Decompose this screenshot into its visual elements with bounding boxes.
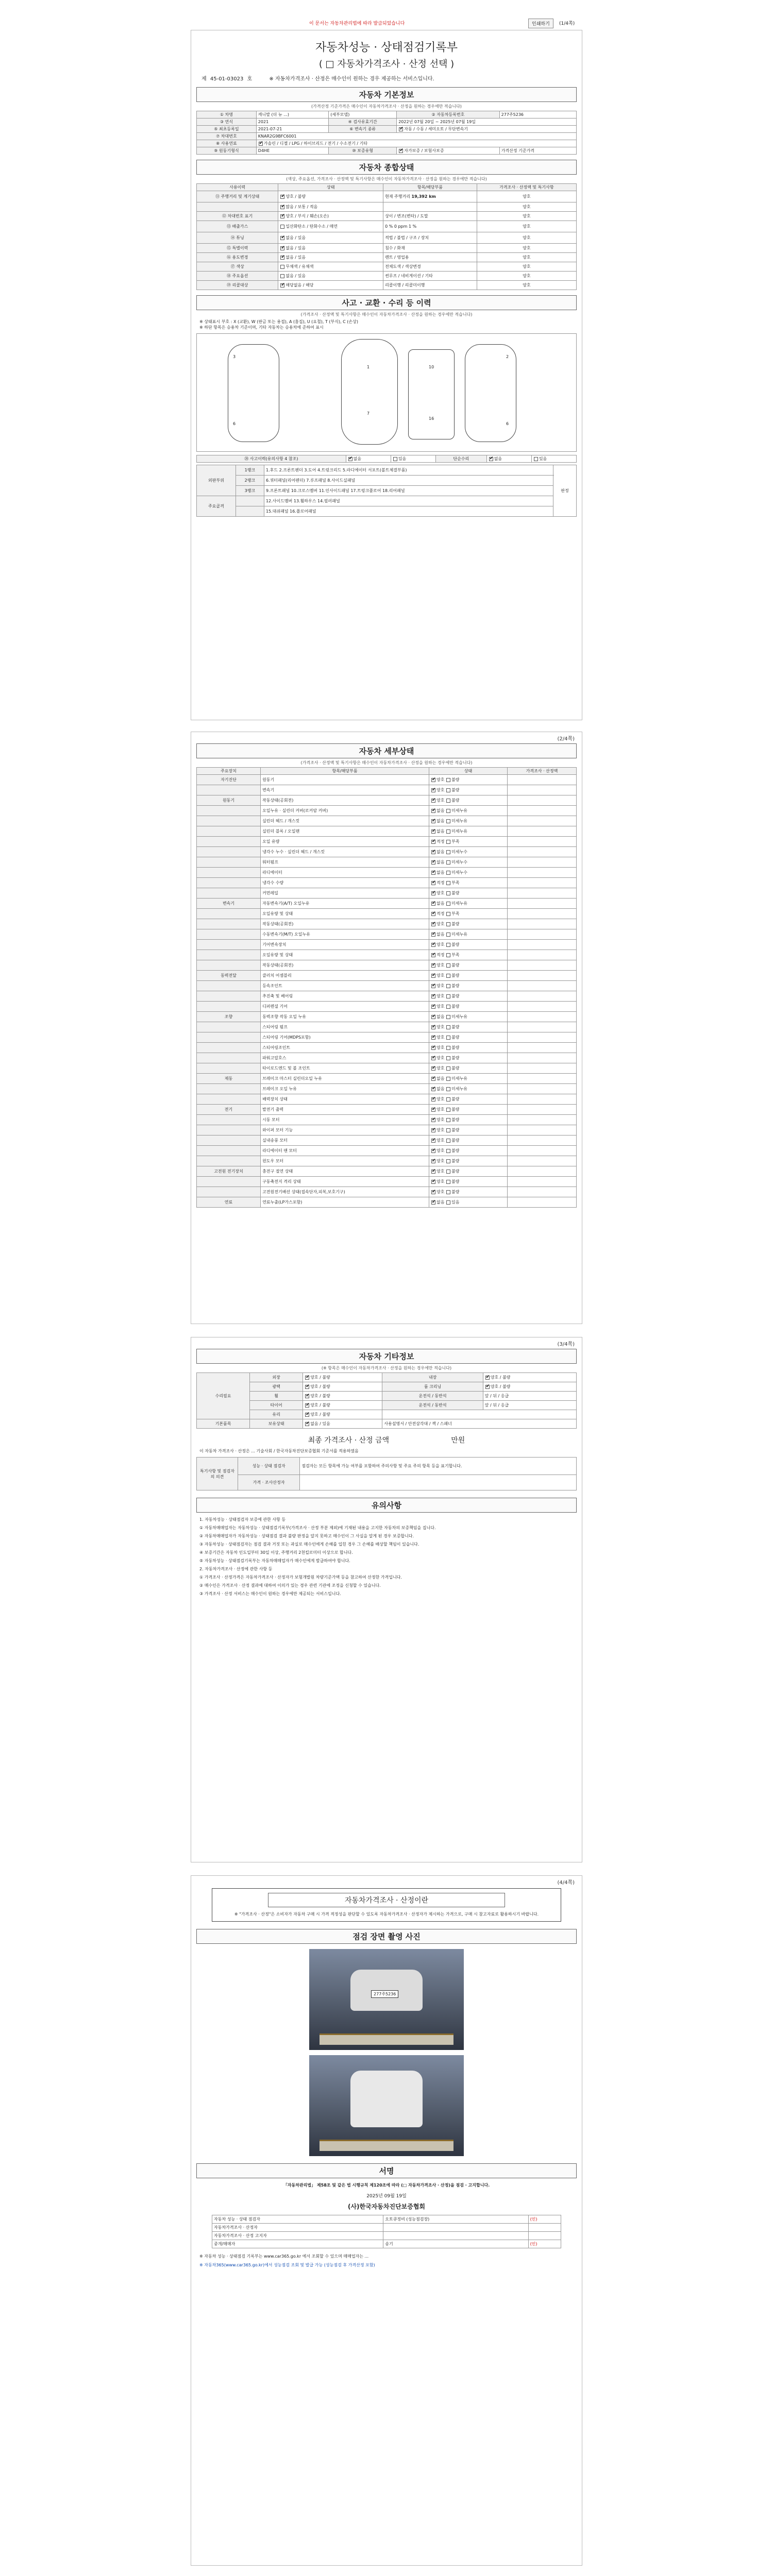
checkbox-icon [305,1376,309,1380]
inspection-photo-front [309,1949,464,2050]
checkbox-icon [305,1422,309,1426]
table-row: 특기사항 및 점검자의 의견 성능 · 상태 점검자 점검자는 모든 항목에 가능 여부를 포함하여 주의사항 및 주요 주의 항목 등을 표기합니다. [197,1458,577,1475]
table-row: 실린더 헤드 / 개스킷 ✔ 없음 미세누유 [197,816,577,826]
top-notice: 이 문서는 자동차관리법에 따라 발급되었습니다 [309,21,405,26]
table-row: 작동상태(공회전) ✔ 양호 불량 [197,960,577,971]
table-row: 2랭크 6.쿼터패널(리어펜더) 7.루프패널 8.사이드실패널 [197,476,577,486]
table-header: 사용이력 상태 항목/해당부품 가격조사 · 산정액 및 특기사항 [197,184,577,191]
checkbox-icon [446,881,450,885]
checkbox-icon [431,1025,435,1029]
checkbox-icon [431,829,435,834]
table-row: 워터펌프 ✔ 없음 미세누수 [197,857,577,868]
other-table [196,1372,577,1429]
basic-info-table [196,111,577,155]
page-2 [191,732,582,1324]
table-row: 실린더 블록 / 오일팬 ✔ 없음 미세누유 [197,826,577,837]
checkbox-icon [431,1149,435,1153]
checkbox-icon [305,1403,309,1408]
checkbox-icon [431,922,435,926]
table-row: ⑦ 차대번호 KNAR2G9BFC6001 [197,133,577,140]
basic-info-title: 자동차 기본정보 [196,87,577,102]
table-row: 윈도우 모터 ✔ 양호 불량 [197,1156,577,1166]
checkbox-icon [431,778,435,782]
car-shape [350,2071,423,2127]
checkbox-icon [446,850,450,854]
table-row: 추진축 및 베어링 ✔ 양호 불량 [197,991,577,1002]
photo-title: 점검 장면 촬영 사진 [196,1929,577,1944]
checkbox-icon [446,1139,450,1143]
checkbox-icon [399,149,403,153]
checkbox-icon [431,850,435,854]
doc-no-suffix: 호 [247,76,253,82]
accident-note-1: ※ 상태표시 부호 : X (교환), W (판금 또는 용접), A (흠집), U (요철), T (부식), C (손상) [199,319,359,324]
basic-info-sub: (가격산정 기준가격은 매수인이 자동차가격조사 · 산정을 원하는 경우에만 적습니다) [311,104,462,109]
checkbox-icon [431,933,435,937]
checkbox-icon [446,1108,450,1112]
checkbox-icon [446,1056,450,1060]
note-item: ③ 가격조사 · 산정 서비스는 매수인이 원하는 경우에만 제공되는 서비스입니다. [199,1591,341,1596]
sign-table [212,2215,561,2248]
checkbox-icon [446,840,450,844]
footer-link[interactable]: ※ 자동차365(www.car365.go.kr)에서 성능점검 조회 및 발급 가능 (성능점검 후 가격산정 포함) [199,2263,375,2267]
table-row: ⑫ 차대번호 표기 ✔ 양호 / 부식 / 훼손(오손) 상이 / 변조(변타) / 도말 양호 [197,212,577,221]
page-number: (4/4쪽) [557,1880,575,1886]
checkbox-icon [446,1118,450,1122]
price-info-title: 자동차가격조사 · 산정이란 [268,1893,505,1907]
checkbox-icon [446,1087,450,1091]
checkbox-icon [446,1170,450,1174]
checkbox-icon [446,1200,450,1205]
table-row: 변속기 자동변속기(A/T) 오일누유 ✔ 없음 미세누유 [197,899,577,909]
page-4 [191,1875,582,2566]
sign-title: 서명 [196,2163,577,2178]
checkbox-icon [280,265,284,269]
checkbox-icon [446,1159,450,1163]
table-row: 타이로드엔드 및 볼 조인트 ✔ 양호 불량 [197,1063,577,1074]
table-row: 변속기 ✔ 양호 불량 [197,785,577,795]
checkbox-icon [431,1108,435,1112]
checkbox-icon [446,788,450,792]
checkbox-icon [446,1005,450,1009]
checkbox-icon [446,1180,450,1184]
checkbox-icon [431,799,435,803]
table-row: 브레이크 오일 누유 ✔ 없음 미세누유 [197,1084,577,1094]
checkbox-icon [280,214,284,218]
note-item: 1. 자동차성능 · 상태점검자 보증에 관한 사항 등 [199,1517,286,1522]
note-item: ② 자동차매매업자가 자동차성능 · 상태점검 결과 불량 판정을 알지 못하고 매수인이 그 사실을 알게 된 경우 보증합니다. [199,1534,414,1538]
note-item: ② 매수인은 가격조사 · 산정 결과에 대하여 이의가 있는 경우 관련 기관에 조정을 신청할 수 있습니다. [199,1583,381,1588]
checkbox-icon [446,891,450,895]
table-row: 동력전달 클러치 어셈블리 ✔ 양호 불량 [197,971,577,981]
table-header: 주요장치 항목/해당부품 상태 가격조사 · 산정액 [197,768,577,775]
table-row: 라디에이터 ✔ 없음 미세누수 [197,868,577,878]
checkbox-icon [305,1394,309,1398]
notes-title: 유의사항 [196,1498,577,1513]
price-info-box [212,1888,561,1922]
table-row: 오일 유량 ✔ 적정 부족 [197,837,577,847]
table-row: 3랭크 9.프론트패널 10.크로스멤버 11.인사이드패널 17.트렁크플로어 18.리어패널 [197,486,577,496]
table-row: 휠 ✔ 양호 / 불량 운전석 / 동반석 앞 / 뒤 / 응급 [197,1392,577,1401]
checkbox-icon [431,1005,435,1009]
table-row: 자동차가격조사 · 산정자 [212,2224,561,2232]
checkbox-icon [280,225,284,229]
notes-list [191,1517,582,1597]
checkbox-icon [446,902,450,906]
checkbox-icon [446,963,450,968]
checkbox-icon [280,256,284,260]
checkbox-icon [446,778,450,782]
checkbox-icon [446,933,450,937]
checkbox-icon [446,1046,450,1050]
table-row: 스티어링 펌프 ✔ 양호 불량 [197,1022,577,1032]
checkbox-icon [280,283,284,287]
table-row: 자동차 성능 · 상태 점검자 오토큐정비 (성능점검장) (인) [212,2215,561,2224]
checkbox-icon [446,1097,450,1101]
note-item: ① 가격조사 · 산정가격은 자동차가격조사 · 산정자가 보험개발원 차량기준가액 등을 참고하여 산정한 가격입니다. [199,1575,402,1580]
checkbox-icon [431,1077,435,1081]
checkbox-icon [259,142,263,146]
detail-table [196,767,577,1208]
table-row: ③ 연식 2021 ④ 검사유효기간 2022년 07월 20일 ~ 2025년 07월 19일 [197,118,577,126]
table-row: 자기진단 원동기 ✔ 양호 불량 [197,775,577,785]
checkbox-icon [446,1077,450,1081]
table-row: 라디에이터 팬 모터 ✔ 양호 불량 [197,1146,577,1156]
checkbox-icon [431,974,435,978]
doc-number-line [201,74,572,82]
sign-org: (사)한국자동차진단보증협회 [347,2203,426,2210]
doc-subtitle: ( □ 자동차가격조사 · 산정 선택 ) [318,59,455,70]
table-row: ⑭ 튜닝 ✔ 없음 / 있음 적법 / 불법 / 구조 / 장치 양호 [197,232,577,244]
checkbox-icon [446,994,450,998]
checkbox-icon [446,799,450,803]
detail-title: 자동차 세부상태 [196,743,577,758]
car-diagram: 3 6 1 7 10 16 2 6 [196,333,577,452]
checkbox-icon [431,1180,435,1184]
checkbox-icon [280,236,284,240]
checkbox-icon [280,205,284,209]
checkbox-icon [431,1118,435,1122]
checkbox-icon [348,457,352,461]
note-item: ⑤ 자동차성능 · 상태점검기록부는 자동차매매업자가 매수인에게 발급하여야 합니다. [199,1558,350,1563]
table-row: 제동 브레이크 마스터 실린더오일 누유 ✔ 없음 미세누유 [197,1074,577,1084]
final-price-title: 최종 가격조사 · 산정 금액 만원 [308,1436,465,1445]
table-row: 수리필요 외장 ✔ 양호 / 불량 내장 ✔ 양호 / 불량 [197,1373,577,1382]
table-row: 실내송풍 모터 ✔ 양호 불량 [197,1136,577,1146]
note-item: ③ 자동차성능 · 상태점검자는 점검 결과 거짓 또는 과실로 매수인에게 손해를 입힌 경우 그 손해를 배상할 책임이 있습니다. [199,1542,419,1547]
checkbox-icon [431,1087,435,1091]
other-title: 자동차 기타정보 [196,1349,577,1364]
table-row: 오일유량 및 상태 ✔ 적정 부족 [197,909,577,919]
table-row: 작동상태(공회전) ✔ 양호 불량 [197,919,577,929]
accident-legend-table [196,455,577,463]
table-row: 가격 · 조사산정자 [197,1475,577,1490]
table-row: 자동차가격조사 · 산정 고지자 [212,2232,561,2240]
table-row: 스티어링조인트 ✔ 양호 불량 [197,1043,577,1053]
sign-text: 「자동차관리법」 제58조 및 같은 법 시행규칙 제120조에 따라 (□ 자동차가격조사 · 산정)을 점검 · 고지합니다. [283,2183,490,2188]
checkbox-icon [446,860,450,865]
checkbox-icon [489,457,493,461]
checkbox-icon [431,912,435,916]
checkbox-icon [431,1046,435,1050]
note-item: ① 자동차매매업자는 자동차성능 · 상태점검기록부(가격조사 · 산정 부분 제외)에 기재된 내용을 고지한 자동차의 보증책임을 집니다. [199,1526,436,1530]
table-row: ⑪ 주행거리 및 계기상태 ✔ 양호 / 불량 현재 주행거리 19,392 km 양호 [197,191,577,202]
checkbox-icon [534,457,538,461]
table-row: 15.대쉬패널 16.플로어패널 [197,506,577,517]
page-number: (2/4쪽) [557,736,575,742]
detail-sub: (가격조사 · 산정액 및 특기사항은 매수인이 자동차가격조사 · 산정을 원하는 경우에만 적습니다) [300,760,473,765]
page-3 [191,1337,582,1862]
doc-note: ※ 자동차가격조사 · 산정은 매수인이 원하는 경우 제공하는 서비스입니다. [269,76,434,82]
table-row: 광택 ✔ 양호 / 불량 룸 크리닝 ✔ 양호 / 불량 [197,1382,577,1392]
checkbox-icon [446,1036,450,1040]
checkbox-icon [431,881,435,885]
table-row: 스티어링 기어(MDPS포함) ✔ 양호 불량 [197,1032,577,1043]
accident-title: 사고 · 교환 · 수리 등 이력 [196,295,577,310]
checkbox-icon [446,871,450,875]
table-row: 외판부위 1랭크 1.후드 2.프론트펜더 3.도어 4.트렁크리드 5.라디에이터 서포트(볼트체결부품) 판정 [197,465,577,476]
checkbox-icon [446,943,450,947]
checkbox-icon [431,1159,435,1163]
page-number: (3/4쪽) [557,1342,575,1347]
checkbox-icon [280,246,284,250]
checkbox-icon [431,860,435,865]
note-item: ④ 보증기간은 자동차 인도일부터 30일 이상, 주행거리 2천킬로미터 이상으로 합니다. [199,1550,353,1555]
checkbox-icon [431,994,435,998]
checkbox-icon [431,809,435,813]
table-row: 기어변속장치 ✔ 양호 불량 [197,940,577,950]
checkbox-icon [393,457,397,461]
doc-no-label: 제 [201,76,207,82]
checkbox-icon [431,1200,435,1205]
other-sub: (※ 항목은 매수인이 자동차가격조사 · 산정을 원하는 경우에만 적습니다) [321,1366,452,1370]
table-row: 냉각수 누수 · 실린더 헤드 / 개스킷 ✔ 없음 미세누수 [197,847,577,857]
page-1 [191,30,582,720]
checkbox-icon [280,274,284,278]
footer-note: ※ 자동차 성능 · 상태점검 기록부는 www.car365.go.kr 에서 조회할 수 있으며 매매업자는 ... [199,2254,369,2259]
table-row: 배력장치 상태 ✔ 양호 불량 [197,1094,577,1105]
table-row: 연료 연료누출(LP가스포함) ✔ 없음 있음 [197,1197,577,1208]
checkbox-icon [446,1015,450,1019]
checkbox-icon [431,902,435,906]
license-plate: 277주5236 [371,1990,398,1998]
checkbox-icon [431,943,435,947]
table-row: 와이퍼 모터 기능 ✔ 양호 불량 [197,1125,577,1136]
checkbox-icon [305,1413,309,1417]
table-row: 시동 모터 ✔ 양호 불량 [197,1115,577,1125]
checkbox-icon [399,127,403,131]
checkbox-icon [446,922,450,926]
checkbox-icon [431,1066,435,1071]
checkbox-icon [431,963,435,968]
checkbox-icon [431,1015,435,1019]
checkbox-icon [446,1149,450,1153]
checkbox-icon [446,953,450,957]
checkbox-icon [431,1056,435,1060]
table-row: ⑳ 사고이력(유의사항 4 참조) ✔ 없음 있음 단순수리 ✔ 없음 있음 [197,455,577,463]
table-row: ⑤ 최초등록일 2021-07-21 ⑥ 변속기 종류 ✔ 자동 / 수동 / 세미오토 / 무단변속기 [197,126,577,133]
print-button[interactable]: 인쇄하기 [528,19,553,28]
table-row: 디퍼렌셜 기어 ✔ 양호 불량 [197,1002,577,1012]
table-row: ⑰ 색상 무채색 / 유채색 전체도색 / 색상변경 양호 [197,262,577,272]
checkbox-icon [446,1066,450,1071]
checkbox-icon [431,1170,435,1174]
checkbox-icon [446,829,450,834]
general-sub: (색상, 주요옵션, 가격조사 · 산정액 및 특기사항은 매수인이 자동차가격조사 · 산정을 원하는 경우에만 적습니다) [286,177,487,181]
table-row: 유리 ✔ 양호 / 불량 [197,1410,577,1419]
checkbox-icon [485,1385,490,1389]
checkbox-icon [431,891,435,895]
table-row: 고전원전기배선 상태(접속단자,피복,보호기구) ✔ 양호 불량 [197,1187,577,1197]
checkbox-icon [431,819,435,823]
table-row: 구동축전지 격리 상태 ✔ 양호 불량 [197,1177,577,1187]
price-info-text: ※ "가격조사 · 산정"은 소비자가 자동차 구매 시 가격 적정성을 판단할 수 있도록 자동차가격조사 · 산정자가 제시하는 가격으로, 구매 시 참고자료로 활용하시기 바랍니다. [234,1912,539,1917]
rank-table [196,465,577,517]
note-item: 2. 자동차가격조사 · 산정에 관한 사항 등 [199,1567,273,1571]
table-row: 고전원 전기장치 충전구 절연 상태 ✔ 양호 불량 [197,1166,577,1177]
table-row: 기본품목 보유상태 ✔ 없음 / 있음 사용설명서 / 안전삼각대 / 잭 / 스패너 [197,1419,577,1429]
checkbox-icon [446,1025,450,1029]
final-table [196,1457,577,1490]
doc-no: 45-01-03023 [210,76,244,82]
table-row: 파워고압호스 ✔ 양호 불량 [197,1053,577,1063]
table-row: ① 차명 캐니발 (더 뉴 ...) (세부모델) ② 자동차등록번호 277주5236 [197,111,577,118]
table-row: 커먼레일 ✔ 양호 불량 [197,888,577,899]
table-row: ⑧ 사용연료 ✔ 가솔린 / 디젤 / LPG / 하이브리드 / 전기 / 수소전기 / 기타 [197,140,577,147]
checkbox-icon [431,1036,435,1040]
checkbox-icon [431,1139,435,1143]
checkbox-icon [431,788,435,792]
table-row: 원동기 작동상태(공회전) ✔ 양호 불량 [197,795,577,806]
inspection-photo-rear [309,2055,464,2156]
table-row: 타이어 ✔ 양호 / 불량 운전석 / 동반석 앞 / 뒤 / 응급 [197,1401,577,1410]
accident-sub: (가격조사 · 산정액 및 특기사항은 매수인이 자동차가격조사 · 산정을 원하는 경우에만 적습니다) [300,312,473,317]
checkbox-icon [446,1190,450,1194]
doc-title: 자동차성능 · 상태점검기록부 [315,41,458,54]
final-price-text: 이 자동차 가격조사 · 산정은 ... 기술사회 / 한국자동차진단보증협회 기준서를 적용하였음 [199,1449,359,1453]
lift-shape [320,2140,453,2151]
checkbox-icon [446,984,450,988]
checkbox-icon [446,809,450,813]
checkbox-icon [431,1097,435,1101]
general-title: 자동차 종합상태 [196,160,577,175]
table-row: 주요골격 12.사이드멤버 13.휠하우스 14.필러패널 [197,496,577,506]
checkbox-icon [485,1376,490,1380]
checkbox-icon [446,974,450,978]
car-top-view [341,339,398,445]
table-row: ⑯ 용도변경 ✔ 없음 / 있음 렌트 / 영업용 양호 [197,253,577,262]
table-row: 등속조인트 ✔ 양호 불량 [197,981,577,991]
page-number: (1/4쪽) [559,21,575,26]
table-row: 수동변속기(M/T) 오일누유 ✔ 없음 미세누유 [197,929,577,940]
accident-note-2: ※ 하단 항목은 승용차 기준이며, 기타 자동차는 승용차에 준하여 표시 [199,325,324,330]
checkbox-icon [446,1128,450,1132]
checkbox-icon [431,984,435,988]
table-row: 오일누유 · 실린더 커버(로커암 커버) ✔ 없음 미세누유 [197,806,577,816]
checkbox-icon [431,953,435,957]
table-row: ⑮ 특별이력 ✔ 없음 / 있음 침수 / 화재 양호 [197,244,577,253]
checkbox-icon [431,1128,435,1132]
lift-shape [320,2033,453,2045]
general-table [196,183,577,290]
table-row: 전기 발전기 출력 ✔ 양호 불량 [197,1105,577,1115]
table-row: ⑨ 원동기형식 D4HE ⑩ 보증유형 ✔ 자가보증 / 보험사보증 가격산정 기준가격 [197,147,577,155]
table-row: 조향 동력조향 작동 오일 누유 ✔ 없음 미세누유 [197,1012,577,1022]
table-row: 오일유량 및 상태 ✔ 적정 부족 [197,950,577,960]
table-row: ✔많음 / 보통 / 적음 양호 [197,202,577,212]
table-row: ⑬ 배출가스 일산화탄소 / 탄화수소 / 매연 0 % 0 ppm 1 % 양호 [197,221,577,232]
table-row: ⑲ 리콜대상 ✔ 해당없음 / 해당 리콜이행 / 리콜미이행 양호 [197,281,577,290]
checkbox-icon [431,871,435,875]
checkbox-icon [431,1190,435,1194]
checkbox-icon [280,195,284,199]
table-row: 냉각수 수량 ✔ 적정 부족 [197,878,577,888]
checkbox-icon [305,1385,309,1389]
checkbox-icon [431,840,435,844]
car-frame-view [408,349,455,439]
checkbox-icon [446,819,450,823]
sign-date: 2025년 09월 19일 [366,2194,407,2199]
checkbox-icon [446,912,450,916]
table-row: 중개/매매자 송기 (인) [212,2240,561,2248]
table-row: ⑱ 주요옵션 없음 / 있음 썬루프 / 네비게이션 / 기타 양호 [197,272,577,281]
